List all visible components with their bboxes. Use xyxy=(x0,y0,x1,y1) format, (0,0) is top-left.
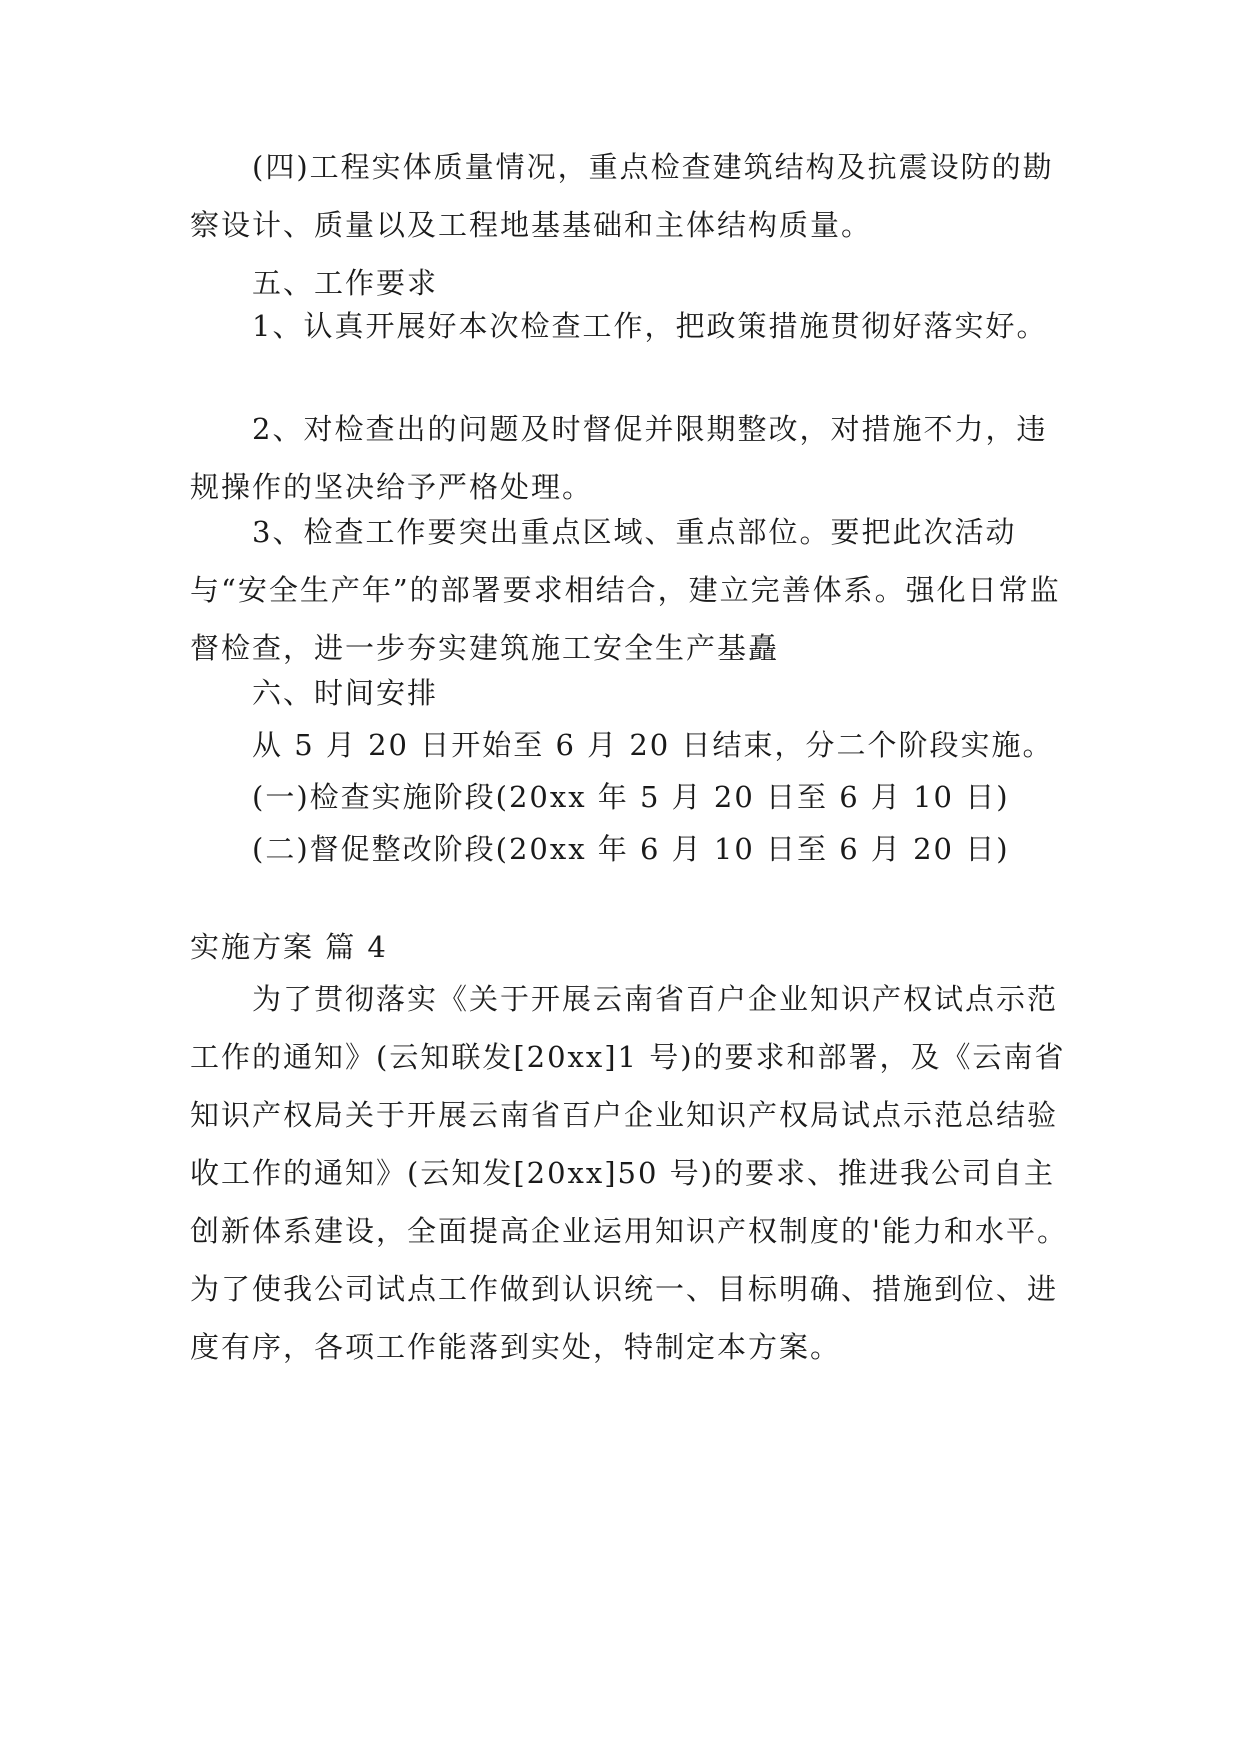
paragraph-stage-1: (一)检查实施阶段(20xx 年 5 月 20 日至 6 月 10 日) xyxy=(252,780,1010,814)
paragraph-schedule-overview: 从 5 月 20 日开始至 6 月 20 日结束，分二个阶段实施。 xyxy=(252,728,1054,762)
heading-work-requirements: 五、工作要求 xyxy=(252,266,439,300)
paragraph-engineering-quality: (四)工程实体质量情况，重点检查建筑结构及抗震设防的勘察设计、质量以及工程地基基础和主体结构质量。 xyxy=(190,150,1054,242)
section-title-plan-4: 实施方案 篇 4 xyxy=(190,930,388,964)
paragraph-plan-4-intro: 为了贯彻落实《关于开展云南省百户企业知识产权试点示范工作的通知》(云知联发[20xx]1 号)的要求和部署，及《云南省知识产权局关于开展云南省百户企业知识产权局试点示范总结验收工作的通知》(云知发[20xx]50 号)的要求、推进我公司自主创新体系建设，全面提高企业运用知识产权制度的'能力和水平。为了使我公司试点工作做到认识统一、目标明确、措施到位、进度有序，各项工作能落到实处，特制定本方案。 xyxy=(190,982,1068,1364)
paragraph-requirement-2: 2、对检查出的问题及时督促并限期整改，对措施不力，违规操作的坚决给予严格处理。 xyxy=(190,412,1048,504)
heading-time-schedule: 六、时间安排 xyxy=(252,676,439,710)
paragraph-requirement-3: 3、检查工作要突出重点区域、重点部位。要把此次活动与“安全生产年”的部署要求相结合，建立完善体系。强化日常监督检查，进一步夯实建筑施工安全生产基矗 xyxy=(190,515,1061,665)
paragraph-requirement-1: 1、认真开展好本次检查工作，把政策措施贯彻好落实好。 xyxy=(252,309,1048,343)
paragraph-stage-2: (二)督促整改阶段(20xx 年 6 月 10 日至 6 月 20 日) xyxy=(252,832,1010,866)
